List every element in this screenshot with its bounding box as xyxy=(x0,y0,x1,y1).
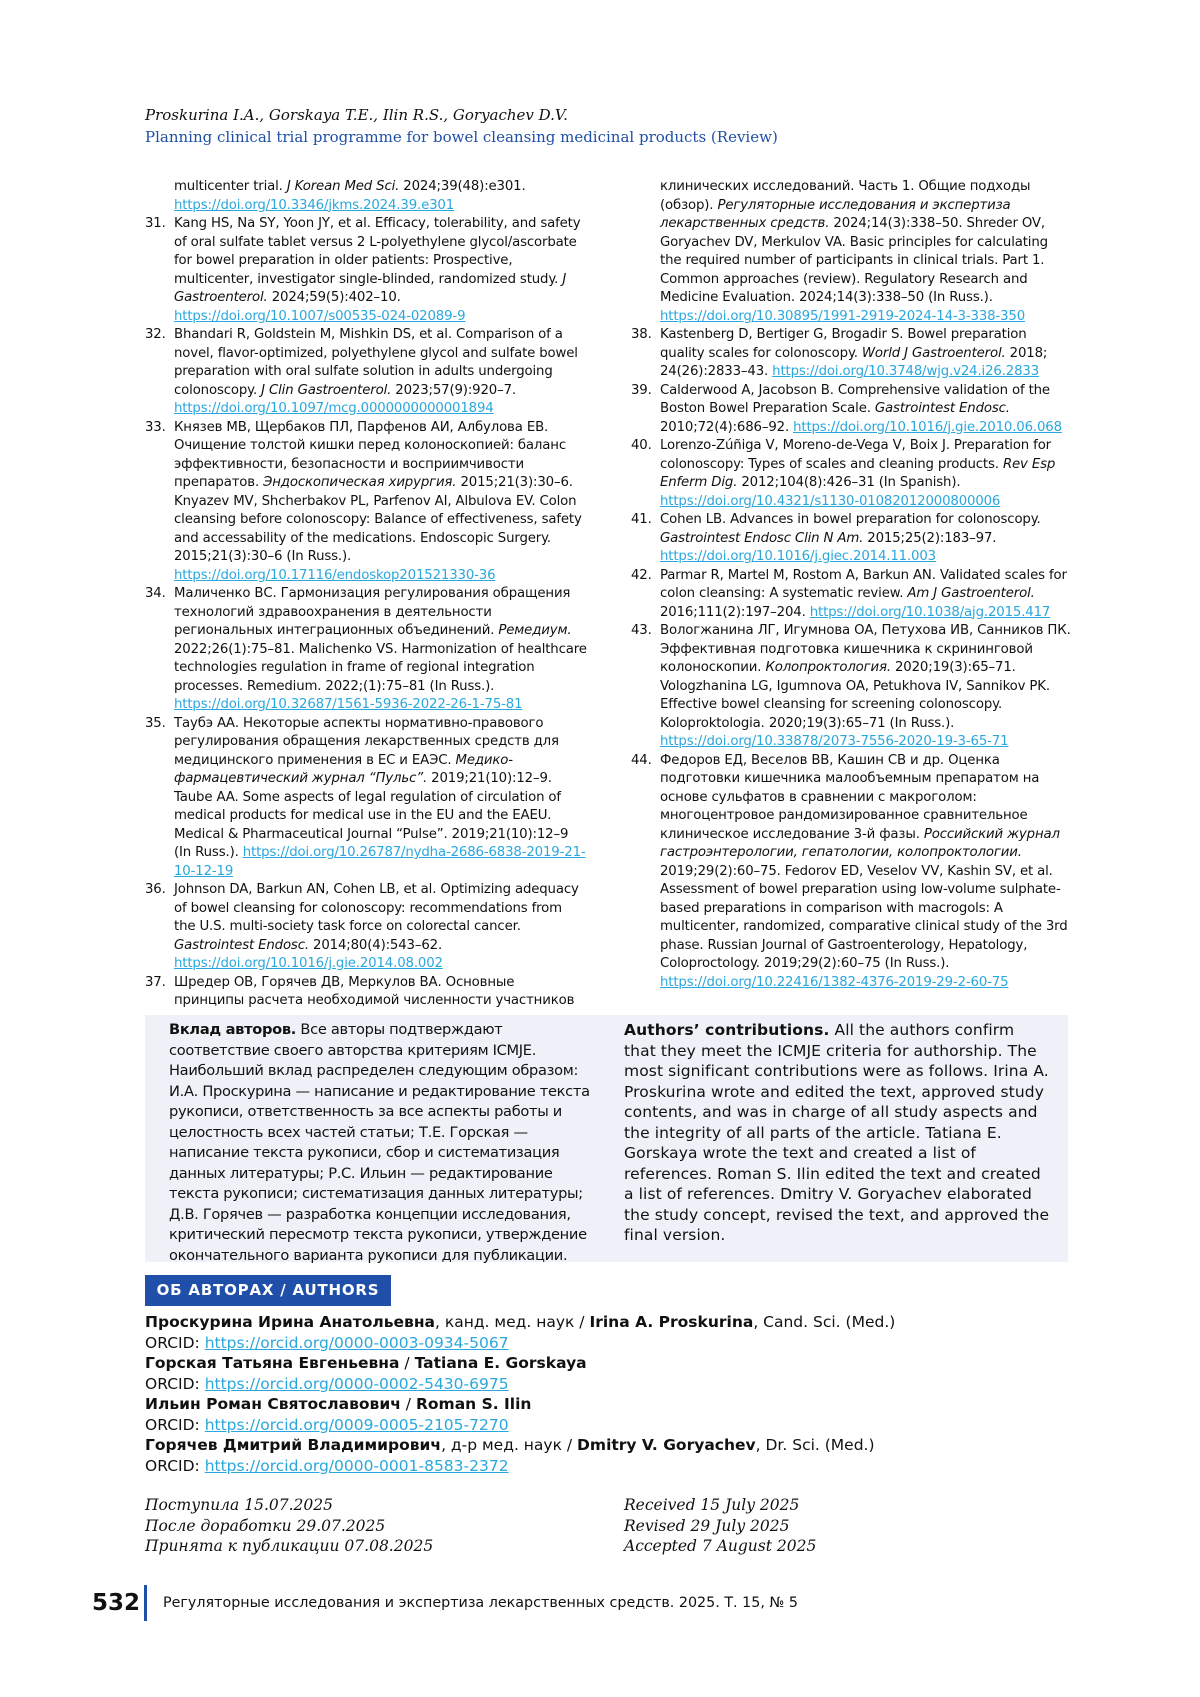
reference-number: 38. xyxy=(631,326,652,345)
reference-item xyxy=(631,178,1073,326)
reference-item xyxy=(631,437,1073,511)
reference-doi-link[interactable]: https://doi.org/10.1016/j.giec.2014.11.003 xyxy=(660,549,936,564)
author-degree-ru: , канд. мед. наук / xyxy=(435,1313,589,1331)
author-degree-ru: , д-р мед. наук / xyxy=(441,1436,577,1454)
reference-details: 2010;72(4):686–92. xyxy=(660,420,789,435)
reference-doi-link[interactable]: https://doi.org/10.3748/wjg.v24.i26.2833 xyxy=(772,364,1039,379)
reference-item xyxy=(145,419,587,586)
orcid-label: ORCID: xyxy=(145,1457,200,1475)
reference-journal: Gastrointest Endosc Clin N Am. xyxy=(660,531,863,546)
dates-ru xyxy=(145,1495,433,1557)
reference-doi-link[interactable]: https://doi.org/10.33878/2073-7556-2020-19-3-65-71 xyxy=(660,734,1008,749)
reference-journal: World J Gastroenterol. xyxy=(862,346,1006,361)
reference-doi-link[interactable]: https://doi.org/10.3346/jkms.2024.39.e301 xyxy=(174,198,454,213)
reference-number: 41. xyxy=(631,511,652,530)
reference-journal: Rev Esp Enferm Dig. xyxy=(660,457,1055,491)
reference-text: Маличенко ВС. Гармонизация регулирования обращения технологий здравоохранения в деятельности региональных интеграционных объединений. xyxy=(174,586,570,638)
contributions-ru-heading: Вклад авторов. xyxy=(169,1021,296,1038)
reference-journal: Ремедиум. xyxy=(498,623,571,638)
reference-doi-link[interactable]: https://doi.org/10.32687/1561-5936-2022-26-1-75-81 xyxy=(174,697,522,712)
reference-journal: Gastrointest Endosc. xyxy=(875,401,1010,416)
reference-number: 42. xyxy=(631,567,652,586)
reference-item xyxy=(145,326,587,419)
reference-item xyxy=(145,974,587,1011)
contributions-ru-text: Все авторы подтверждают соответствие своего авторства критериям ICMJE. Наибольший вклад распределен следующим образом: И.А. Проскурина — написание и редактирование текста рукописи, ответственность за все аспекты работы и целостность всех частей статьи; Т.Е. Горская — написание текста рукописи, сбор и систематизация данных литературы; Р.С. Ильин — редактирование текста рукописи; систематизация данных литературы; Д.В. Горячев — разработка концепции исследования, критический пересмотр текста рукописи, утверждение окончательного варианта рукописи для публикации. xyxy=(169,1021,590,1264)
reference-text: клинических исследований. Часть 1. Общие подходы (обзор). xyxy=(660,179,1030,213)
reference-text: Вологжанина ЛГ, Игумнова ОА, Петухова ИВ, Санников ПК. Эффективная подготовка кишечника к скрининговой колоноскопии. xyxy=(660,623,1071,675)
reference-details: 2020;19(3):65–71. Vologzhanina LG, Igumnova OA, Petukhova IV, Sannikov PK. Effective bowel cleansing for screening colonoscopy. Koloproktologia. 2020;19(3):65–71 (In Russ.). xyxy=(660,660,1050,731)
date-received-ru: Поступила 15.07.2025 xyxy=(145,1495,433,1516)
reference-details: 2023;57(9):920–7. xyxy=(391,383,516,398)
author-name-en: Dmitry V. Goryachev xyxy=(577,1436,756,1454)
orcid-link[interactable]: https://orcid.org/0009-0005-2105-7270 xyxy=(205,1416,509,1434)
reference-details: 2024;14(3):338–50. Shreder OV, Goryachev DV, Merkulov VA. Basic principles for calculating the required number of participants in clinical trials. Part 1. Common approaches (review). Regulatory Research and Medicine Evaluation. 2024;14(3):338–50 (In Russ.). xyxy=(660,216,1048,305)
author-name-ru: Проскурина Ирина Анатольевна xyxy=(145,1313,435,1331)
reference-details: 2012;104(8):426–31 (In Spanish). xyxy=(737,475,960,490)
author-entry xyxy=(145,1394,1065,1415)
reference-journal: Am J Gastroenterol. xyxy=(907,586,1034,601)
reference-doi-link[interactable]: https://doi.org/10.17116/endoskop201521330-36 xyxy=(174,568,495,583)
footer-divider xyxy=(144,1585,147,1621)
reference-number: 44. xyxy=(631,752,652,771)
reference-text: Kang HS, Na SY, Yoon JY, et al. Efficacy, tolerability, and safety of oral sulfate tablet versus 2 L-polyethylene glycol/ascorbate for bowel preparation in older patients: Prospective, multicenter, investigator single-blinded, randomized study. xyxy=(174,216,580,287)
contributions-en xyxy=(624,1020,1050,1246)
reference-item xyxy=(631,326,1073,382)
reference-text: Calderwood A, Jacobson B. Comprehensive validation of the Boston Bowel Preparation Scale. xyxy=(660,383,1050,417)
reference-text: Bhandari R, Goldstein M, Mishkin DS, et al. Comparison of a novel, flavor-optimized, polyethylene glycol and sulfate bowel preparation with oral sulfate solution in adults undergoing colonoscopy. xyxy=(174,327,578,398)
reference-number: 35. xyxy=(145,715,166,734)
page-number: 532 xyxy=(92,1590,140,1616)
reference-number: 39. xyxy=(631,382,652,401)
reference-text: Федоров ЕД, Веселов ВВ, Кашин СВ и др. Оценка подготовки кишечника малообъемным препаратом на основе сульфатов в сравнении с макроголом: многоцентровое рандомизированное сравнительное клиническое исследование 3-й фазы. xyxy=(660,753,1039,842)
reference-text: Таубэ АА. Некоторые аспекты нормативно-правового регулирования обращения лекарственных средств для медицинского применения в ЕС и ЕАЭС. xyxy=(174,716,559,768)
reference-journal: Gastrointest Endosc. xyxy=(174,938,309,953)
reference-number: 40. xyxy=(631,437,652,456)
reference-details: 2015;25(2):183–97. xyxy=(863,531,996,546)
date-revised-en: Revised 29 July 2025 xyxy=(624,1516,816,1537)
reference-doi-link[interactable]: https://doi.org/10.26787/nydha-2686-6838-2019-21-10-12-19 xyxy=(174,845,586,879)
reference-details: 2024;39(48):e301. xyxy=(399,179,525,194)
reference-journal: Регуляторные исследования и экспертиза лекарственных средств. xyxy=(660,198,1011,232)
reference-details: 2016;111(2):197–204. xyxy=(660,605,806,620)
orcid-link[interactable]: https://orcid.org/0000-0002-5430-6975 xyxy=(205,1375,509,1393)
reference-text: Johnson DA, Barkun AN, Cohen LB, et al. Optimizing adequacy of bowel cleansing for colonoscopy: recommendations from the U.S. multi-society task force on colorectal cancer. xyxy=(174,882,579,934)
reference-text: Parmar R, Martel M, Rostom A, Barkun AN. Validated scales for colon cleansing: A systematic review. xyxy=(660,568,1067,602)
reference-journal: Колопроктология. xyxy=(765,660,890,675)
reference-text: Князев МВ, Щербаков ПЛ, Парфенов АИ, Албулова ЕВ. Очищение толстой кишки перед колоноскопией: баланс эффективности, безопасности и восприимчивости препаратов. xyxy=(174,420,566,491)
references-right-column xyxy=(631,178,1073,992)
author-entry xyxy=(145,1312,1065,1333)
reference-details: 2019;29(2):60–75. Fedorov ED, Veselov VV, Kashin SV, et al. Assessment of bowel preparation using low-volume sulphate-based preparations in comparison with macrogols: A multicenter, randomized, comparative clinical study of the 3rd phase. Russian Journal of Gastroenterology, Hepatology, Coloproctology. 2019;29(2):60–75 (In Russ.). xyxy=(660,864,1068,972)
author-name-ru: Горская Татьяна Евгеньевна xyxy=(145,1354,399,1372)
date-accepted-ru: Принята к публикации 07.08.2025 xyxy=(145,1536,433,1557)
reference-item xyxy=(145,715,587,882)
authors-list xyxy=(145,1312,1065,1476)
reference-doi-link[interactable]: https://doi.org/10.1007/s00535-024-02089-9 xyxy=(174,309,465,324)
author-orcid xyxy=(145,1374,1065,1395)
author-entry xyxy=(145,1435,1065,1456)
author-name-ru: Ильин Роман Святославович xyxy=(145,1395,401,1413)
reference-number: 37. xyxy=(145,974,166,993)
author-name-ru: Горячев Дмитрий Владимирович xyxy=(145,1436,441,1454)
reference-number: 32. xyxy=(145,326,166,345)
reference-item xyxy=(631,567,1073,623)
reference-journal: Российский журнал гастроэнтерологии, гепатологии, колопроктологии. xyxy=(660,827,1060,861)
reference-number: 31. xyxy=(145,215,166,234)
author-degree-en: , Dr. Sci. (Med.) xyxy=(756,1436,875,1454)
author-degree-ru: / xyxy=(401,1395,416,1413)
orcid-label: ORCID: xyxy=(145,1375,200,1393)
author-name-en: Roman S. Ilin xyxy=(416,1395,532,1413)
reference-details: 2018; 24(26):2833–43. xyxy=(660,346,1047,380)
date-accepted-en: Accepted 7 August 2025 xyxy=(624,1536,816,1557)
reference-text: Kastenberg D, Bertiger G, Brogadir S. Bowel preparation quality scales for colonoscopy. xyxy=(660,327,1027,361)
reference-item xyxy=(631,511,1073,567)
reference-doi-link[interactable]: https://doi.org/10.22416/1382-4376-2019-29-2-60-75 xyxy=(660,975,1008,990)
author-orcid xyxy=(145,1456,1065,1477)
reference-item xyxy=(145,178,587,215)
reference-journal: Эндоскопическая хирургия. xyxy=(263,475,456,490)
references-left-column xyxy=(145,178,587,1011)
reference-item xyxy=(145,585,587,715)
contributions-en-text: All the authors confirm that they meet the ICMJE criteria for authorship. The most significant contributions were as follows. Irina A. Proskurina wrote and edited the text, approved study contents, and was in charge of all study aspects and the integrity of all parts of the article. Tatiana E. Gorskaya wrote the text and created a list of references. Roman S. Ilin edited the text and created a list of references. Dmitry V. Goryachev elaborated the study concept, revised the text, and approved the final version. xyxy=(624,1021,1049,1244)
orcid-label: ORCID: xyxy=(145,1334,200,1352)
reference-doi-link[interactable]: https://doi.org/10.1016/j.gie.2010.06.068 xyxy=(793,420,1062,435)
reference-text: Cohen LB. Advances in bowel preparation for colonoscopy. xyxy=(660,512,1041,527)
reference-item xyxy=(145,215,587,326)
orcid-link[interactable]: https://orcid.org/0000-0001-8583-2372 xyxy=(205,1457,509,1475)
reference-doi-link[interactable]: https://doi.org/10.1038/ajg.2015.417 xyxy=(810,605,1050,620)
reference-details: 2019;21(10):12–9. Taube AA. Some aspects of legal regulation of circulation of medical products for medical use in the EU and the EAEU. Medical & Pharmaceutical Journal “Pulse”. 2019;21(10):12–9 (In Russ.). xyxy=(174,771,568,860)
authors-banner: ОБ АВТОРАХ / AUTHORS xyxy=(145,1275,391,1306)
reference-number: 33. xyxy=(145,419,166,438)
reference-item xyxy=(631,622,1073,752)
reference-number: 43. xyxy=(631,622,652,641)
reference-journal: Медико-фармацевтический журнал “Пульс”. xyxy=(174,753,513,787)
author-degree-ru: / xyxy=(399,1354,414,1372)
reference-journal: J Gastroenterol. xyxy=(174,272,566,306)
author-orcid xyxy=(145,1333,1065,1354)
reference-doi-link[interactable]: https://doi.org/10.30895/1991-2919-2024-14-3-338-350 xyxy=(660,309,1025,324)
reference-number: 34. xyxy=(145,585,166,604)
reference-text: multicenter trial. xyxy=(174,179,287,194)
author-degree-en: , Cand. Sci. (Med.) xyxy=(753,1313,895,1331)
reference-text: Lorenzo-Zúñiga V, Moreno-de-Vega V, Boix J. Preparation for colonoscopy: Types of scales and cleaning products. xyxy=(660,438,1051,472)
reference-details: 2014;80(4):543–62. xyxy=(309,938,442,953)
reference-text: Шредер ОВ, Горячев ДВ, Меркулов ВА. Основные принципы расчета необходимой численности участников xyxy=(174,975,574,1009)
contributions-en-heading: Authors’ contributions. xyxy=(624,1021,829,1039)
orcid-label: ORCID: xyxy=(145,1416,200,1434)
date-received-en: Received 15 July 2025 xyxy=(624,1495,816,1516)
reference-item xyxy=(631,752,1073,993)
running-head-authors: Proskurina I.A., Gorskaya T.E., Ilin R.S., Goryachev D.V. xyxy=(145,106,568,124)
reference-number: 36. xyxy=(145,881,166,900)
reference-item xyxy=(145,881,587,974)
author-orcid xyxy=(145,1415,1065,1436)
author-name-en: Tatiana E. Gorskaya xyxy=(415,1354,587,1372)
reference-journal: J Clin Gastroenterol. xyxy=(261,383,391,398)
reference-details: 2024;59(5):402–10. xyxy=(268,290,401,305)
footer-journal: Регуляторные исследования и экспертиза лекарственных средств. 2025. Т. 15, № 5 xyxy=(163,1595,798,1611)
author-name-en: Irina A. Proskurina xyxy=(589,1313,753,1331)
reference-item xyxy=(631,382,1073,438)
orcid-link[interactable]: https://orcid.org/0000-0003-0934-5067 xyxy=(205,1334,509,1352)
running-head-title: Planning clinical trial programme for bowel cleansing medicinal products (Review) xyxy=(145,128,778,146)
author-entry xyxy=(145,1353,1065,1374)
reference-details: 2022;26(1):75–81. Malichenko VS. Harmonization of healthcare technologies regulation in frame of regional integration processes. Remedium. 2022;(1):75–81 (In Russ.). xyxy=(174,642,587,694)
contributions-ru xyxy=(169,1020,592,1266)
reference-journal: J Korean Med Sci. xyxy=(287,179,399,194)
reference-doi-link[interactable]: https://doi.org/10.1016/j.gie.2014.08.002 xyxy=(174,956,443,971)
reference-details: 2015;21(3):30–6. Knyazev MV, Shcherbakov PL, Parfenov AI, Albulova EV. Colon cleansing before colonoscopy: Balance of effectiveness, safety and accessability of the medications. Endoscopic Surgery. 2015;21(3):30–6 (In Russ.). xyxy=(174,475,582,564)
dates-en xyxy=(624,1495,816,1557)
date-revised-ru: После доработки 29.07.2025 xyxy=(145,1516,433,1537)
reference-doi-link[interactable]: https://doi.org/10.4321/s1130-01082012000800006 xyxy=(660,494,1000,509)
reference-doi-link[interactable]: https://doi.org/10.1097/mcg.0000000000001894 xyxy=(174,401,494,416)
